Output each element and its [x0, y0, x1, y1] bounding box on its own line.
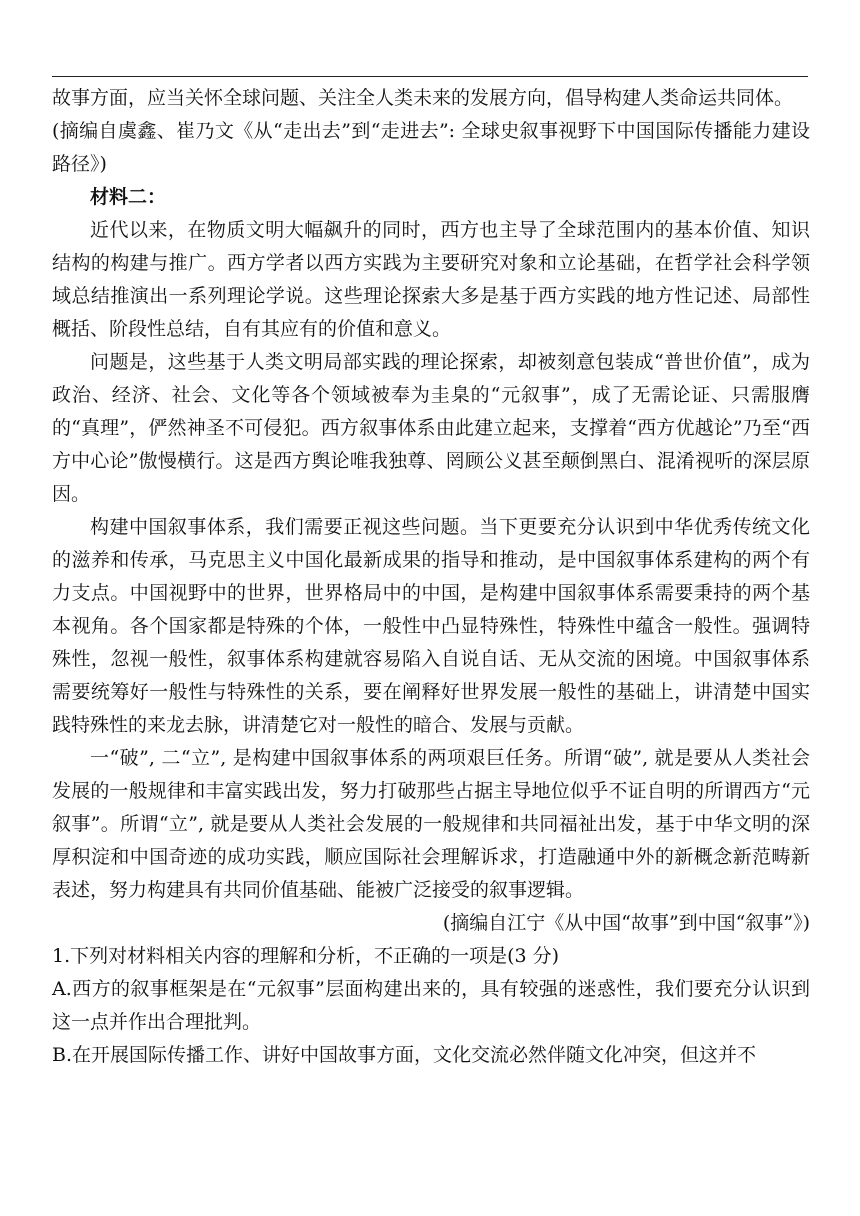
material-one-tail: 故事方面，应当关怀全球问题、关注全人类未来的发展方向，倡导构建人类命运共同体。	[52, 87, 794, 109]
material-two-paragraph: 构建中国叙事体系，我们需要正视这些问题。当下更要充分认识到中华优秀传统文化的滋养和传承，马克思主义中国化最新成果的指导和推动，是中国叙事体系建构的两个有力支点。中国视野中的世界，世界格局中的中国，是构建中国叙事体系需要秉持的两个基本视角。各个国家都是特殊的个体，一般性中凸显特殊性，特殊性中蕴含一般性。强调特殊性，忽视一般性，叙事体系构建就容易陷入自说自话、无从交流的困境。中国叙事体系需要统筹好一般性与特殊性的关系，要在阐释好世界发展一般性的基础上，讲清楚中国实践特殊性的来龙去脉，讲清楚它对一般性的暗合、发展与贡献。	[52, 516, 810, 736]
material-two-paragraph: 近代以来，在物质文明大幅飙升的同时，西方也主导了全球范围内的基本价值、知识结构的构建与推广。西方学者以西方实践为主要研究对象和立论基础，在哲学社会科学领域总结推演出一系列理论学说。这些理论探索大多是基于西方实践的地方性记述、局部性概括、阶段性总结，自有其应有的价值和意义。	[52, 219, 810, 340]
document-content	[52, 82, 810, 1072]
top-rule	[52, 76, 808, 77]
material-two-paragraph: 一“破”, 二“立”, 是构建中国叙事体系的两项艰巨任务。所谓“破”, 就是要从人类社会发展的一般规律和丰富实践出发，努力打破那些占据主导地位似乎不证自明的所谓西方“元叙事”。所谓“立”, 就是要从人类社会发展的一般规律和共同福祉出发，基于中华文明的深厚积淀和中国奇迹的成功实践，顺应国际社会理解诉求，打造融通中外的新概念新范畴新表述，努力构建具有共同价值基础、能被广泛接受的叙事逻辑。	[52, 747, 810, 901]
material-two-heading: 材料二：	[90, 186, 167, 208]
question-stem: 1.下列对材料相关内容的理解和分析，不正确的一项是(3 分)	[52, 945, 560, 967]
question-option-a: A.西方的叙事框架是在“元叙事”层面构建出来的，具有较强的迷惑性，我们要充分认识到这一点并作出合理批判。	[52, 978, 810, 1033]
material-one-source: (摘编自虞鑫、崔乃文《从“走出去”到“走进去”: 全球史叙事视野下中国国际传播能力建设路径》)	[52, 120, 810, 175]
question-option-b: B.在开展国际传播工作、讲好中国故事方面，文化交流必然伴随文化冲突，但这并不	[52, 1044, 757, 1066]
material-two-source: (摘编自江宁《从中国“故事”到中国“叙事”》)	[442, 912, 810, 934]
material-two-paragraph: 问题是，这些基于人类文明局部实践的理论探索，却被刻意包装成“普世价值”，成为政治、经济、社会、文化等各个领域被奉为圭臬的“元叙事”，成了无需论证、只需服膺的“真理”，俨然神圣不可侵犯。西方叙事体系由此建立起来，支撑着“西方优越论”乃至“西方中心论”傲慢横行。这是西方舆论唯我独尊、罔顾公义甚至颠倒黑白、混淆视听的深层原因。	[52, 351, 810, 505]
